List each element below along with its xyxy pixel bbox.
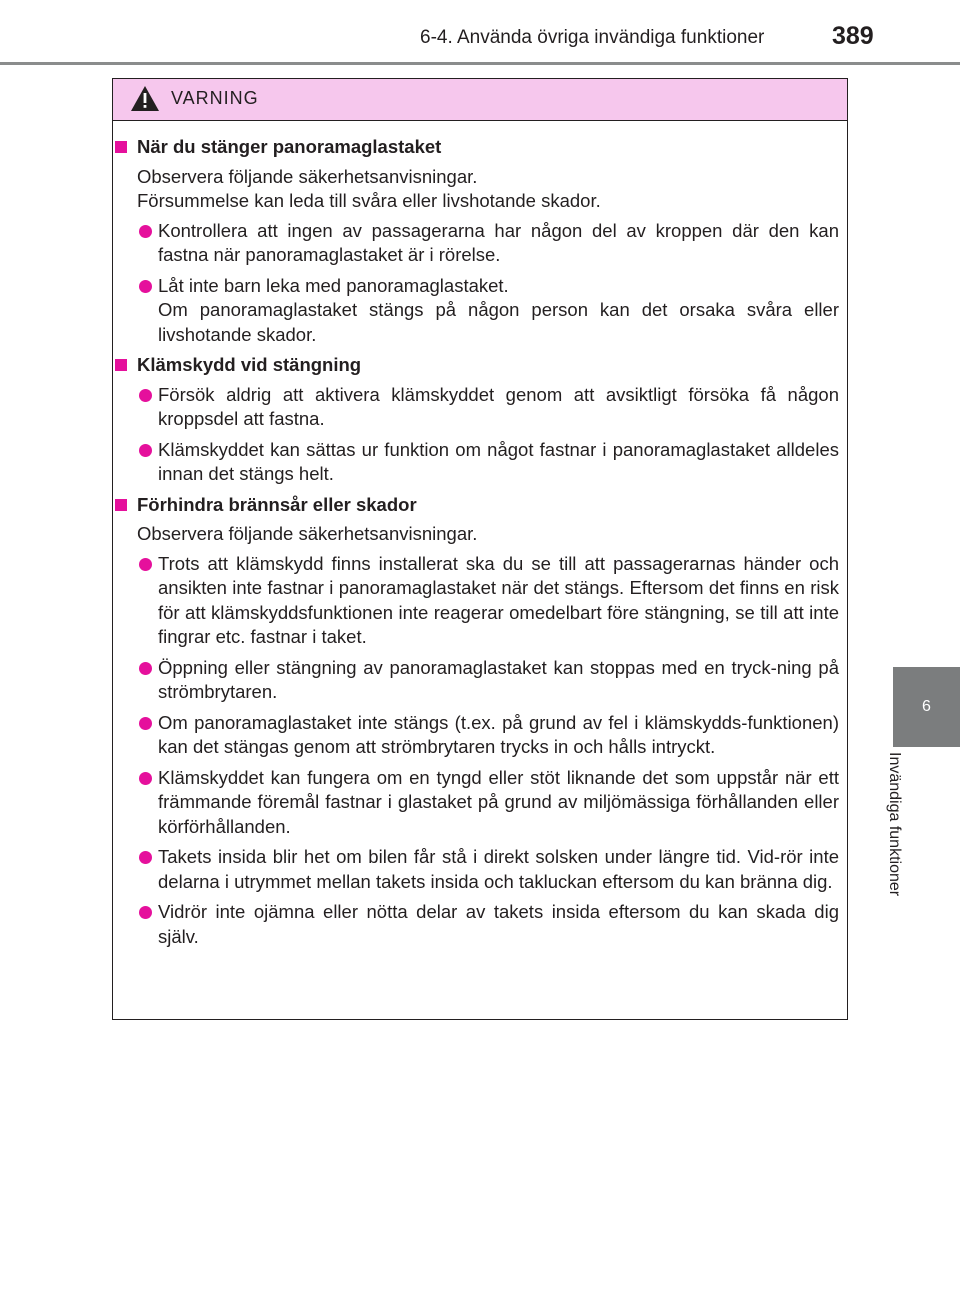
header-title: 6-4. Använda övriga invändiga funktioner — [420, 27, 765, 48]
bullet-dot-icon — [139, 444, 152, 457]
bullet-dot-icon — [139, 225, 152, 238]
bullet-text: Om panoramaglastaket inte stängs (t.ex. på grund av fel i klämskydds-funktionen) kan det stängas genom att strömbrytaren trycks in och hålls intryckt. — [158, 711, 839, 757]
paragraph — [113, 165, 849, 214]
section-heading — [113, 353, 849, 378]
bullet-text: Kontrollera att ingen av passagerarna har någon del av kroppen där den kan fastna när panoramaglastaket är i rörelse. — [158, 219, 839, 265]
section-square-icon — [115, 359, 127, 371]
bullet-text: Vidrör inte ojämna eller nötta delar av takets insida eftersom du kan skada dig själv. — [158, 901, 839, 947]
warning-label: VARNING — [171, 88, 259, 108]
bullet-dot-icon — [139, 717, 152, 730]
chapter-side-label — [886, 752, 940, 1052]
section-heading — [113, 135, 849, 160]
section-square-icon — [115, 499, 127, 511]
bullet-text: Klämskyddet kan sättas ur funktion om något fastnar i panoramaglastaket alldeles innan det stängs helt. — [158, 438, 839, 484]
bullet-item — [113, 552, 849, 650]
section-heading — [113, 493, 849, 518]
chapter-tab: 6 — [893, 667, 960, 747]
bullet-dot-icon — [139, 389, 152, 402]
section-heading-text: Förhindra brännsår eller skador — [137, 493, 417, 515]
bullet-text: Trots att klämskydd finns installerat ska du se till att passagerarnas händer och ansikten inte fastnar i panoramaglastaket när det stängs. Eftersom det finns en risk för att klämskyddsfunktionen inte reagerar omedelbart före stängning, se till att inte fingrar etc. fastnar i taket. — [158, 552, 839, 647]
bullet-text: Om panoramaglastaket stängs på någon person kan det orsaka svåra eller livshotande skador. — [158, 299, 839, 345]
section-heading-text: När du stänger panoramaglastaket — [137, 136, 442, 157]
warning-box — [112, 78, 848, 1020]
bullet-item — [113, 656, 849, 705]
paragraph-line: Försummelse kan leda till svåra eller livshotande skador. — [137, 190, 601, 211]
section-heading-text: Klämskydd vid stängning — [137, 354, 362, 375]
bullet-text: Takets insida blir het om bilen får stå i direkt solsken under längre tid. Vid-rör inte delarna i utrymmet mellan takets insida och takluckan eftersom du kan bränna dig. — [158, 846, 839, 892]
bullet-item — [113, 219, 849, 268]
paragraph-line: Observera följande säkerhetsanvisningar. — [137, 165, 478, 187]
warning-header — [113, 79, 847, 121]
header-rule — [0, 62, 960, 65]
paragraph — [113, 522, 849, 547]
paragraph-line: Observera följande säkerhetsanvisningar. — [137, 523, 478, 544]
bullet-item — [113, 900, 849, 949]
bullet-text: Klämskyddet kan fungera om en tyngd eller stöt liknande det som uppstår när ett främmande föremål fastnar i glastaket på grund av miljömässiga förhållanden eller körförhållanden. — [158, 766, 839, 837]
bullet-dot-icon — [139, 772, 152, 785]
chapter-side-label-text: Invändiga funktioner — [886, 752, 903, 897]
warning-content — [113, 135, 849, 955]
bullet-dot-icon — [139, 906, 152, 919]
bullet-item — [113, 766, 849, 840]
bullet-dot-icon — [139, 280, 152, 293]
section-square-icon — [115, 141, 127, 153]
bullet-item — [113, 845, 849, 894]
bullet-dot-icon — [139, 662, 152, 675]
bullet-text: Öppning eller stängning av panoramaglastaket kan stoppas med en tryck-ning på strömbrytaren. — [158, 656, 839, 702]
bullet-dot-icon — [139, 851, 152, 864]
bullet-dot-icon — [139, 558, 152, 571]
page-number: 389 — [832, 22, 874, 50]
bullet-text: Låt inte barn leka med panoramaglastaket. — [158, 274, 509, 296]
warning-triangle-icon — [130, 85, 160, 112]
bullet-text: Försök aldrig att aktivera klämskyddet genom att avsiktligt försöka få någon kroppsdel att fastna. — [158, 383, 839, 429]
bullet-item — [113, 711, 849, 760]
bullet-item — [113, 274, 849, 348]
bullet-item — [113, 438, 849, 487]
bullet-item — [113, 383, 849, 432]
